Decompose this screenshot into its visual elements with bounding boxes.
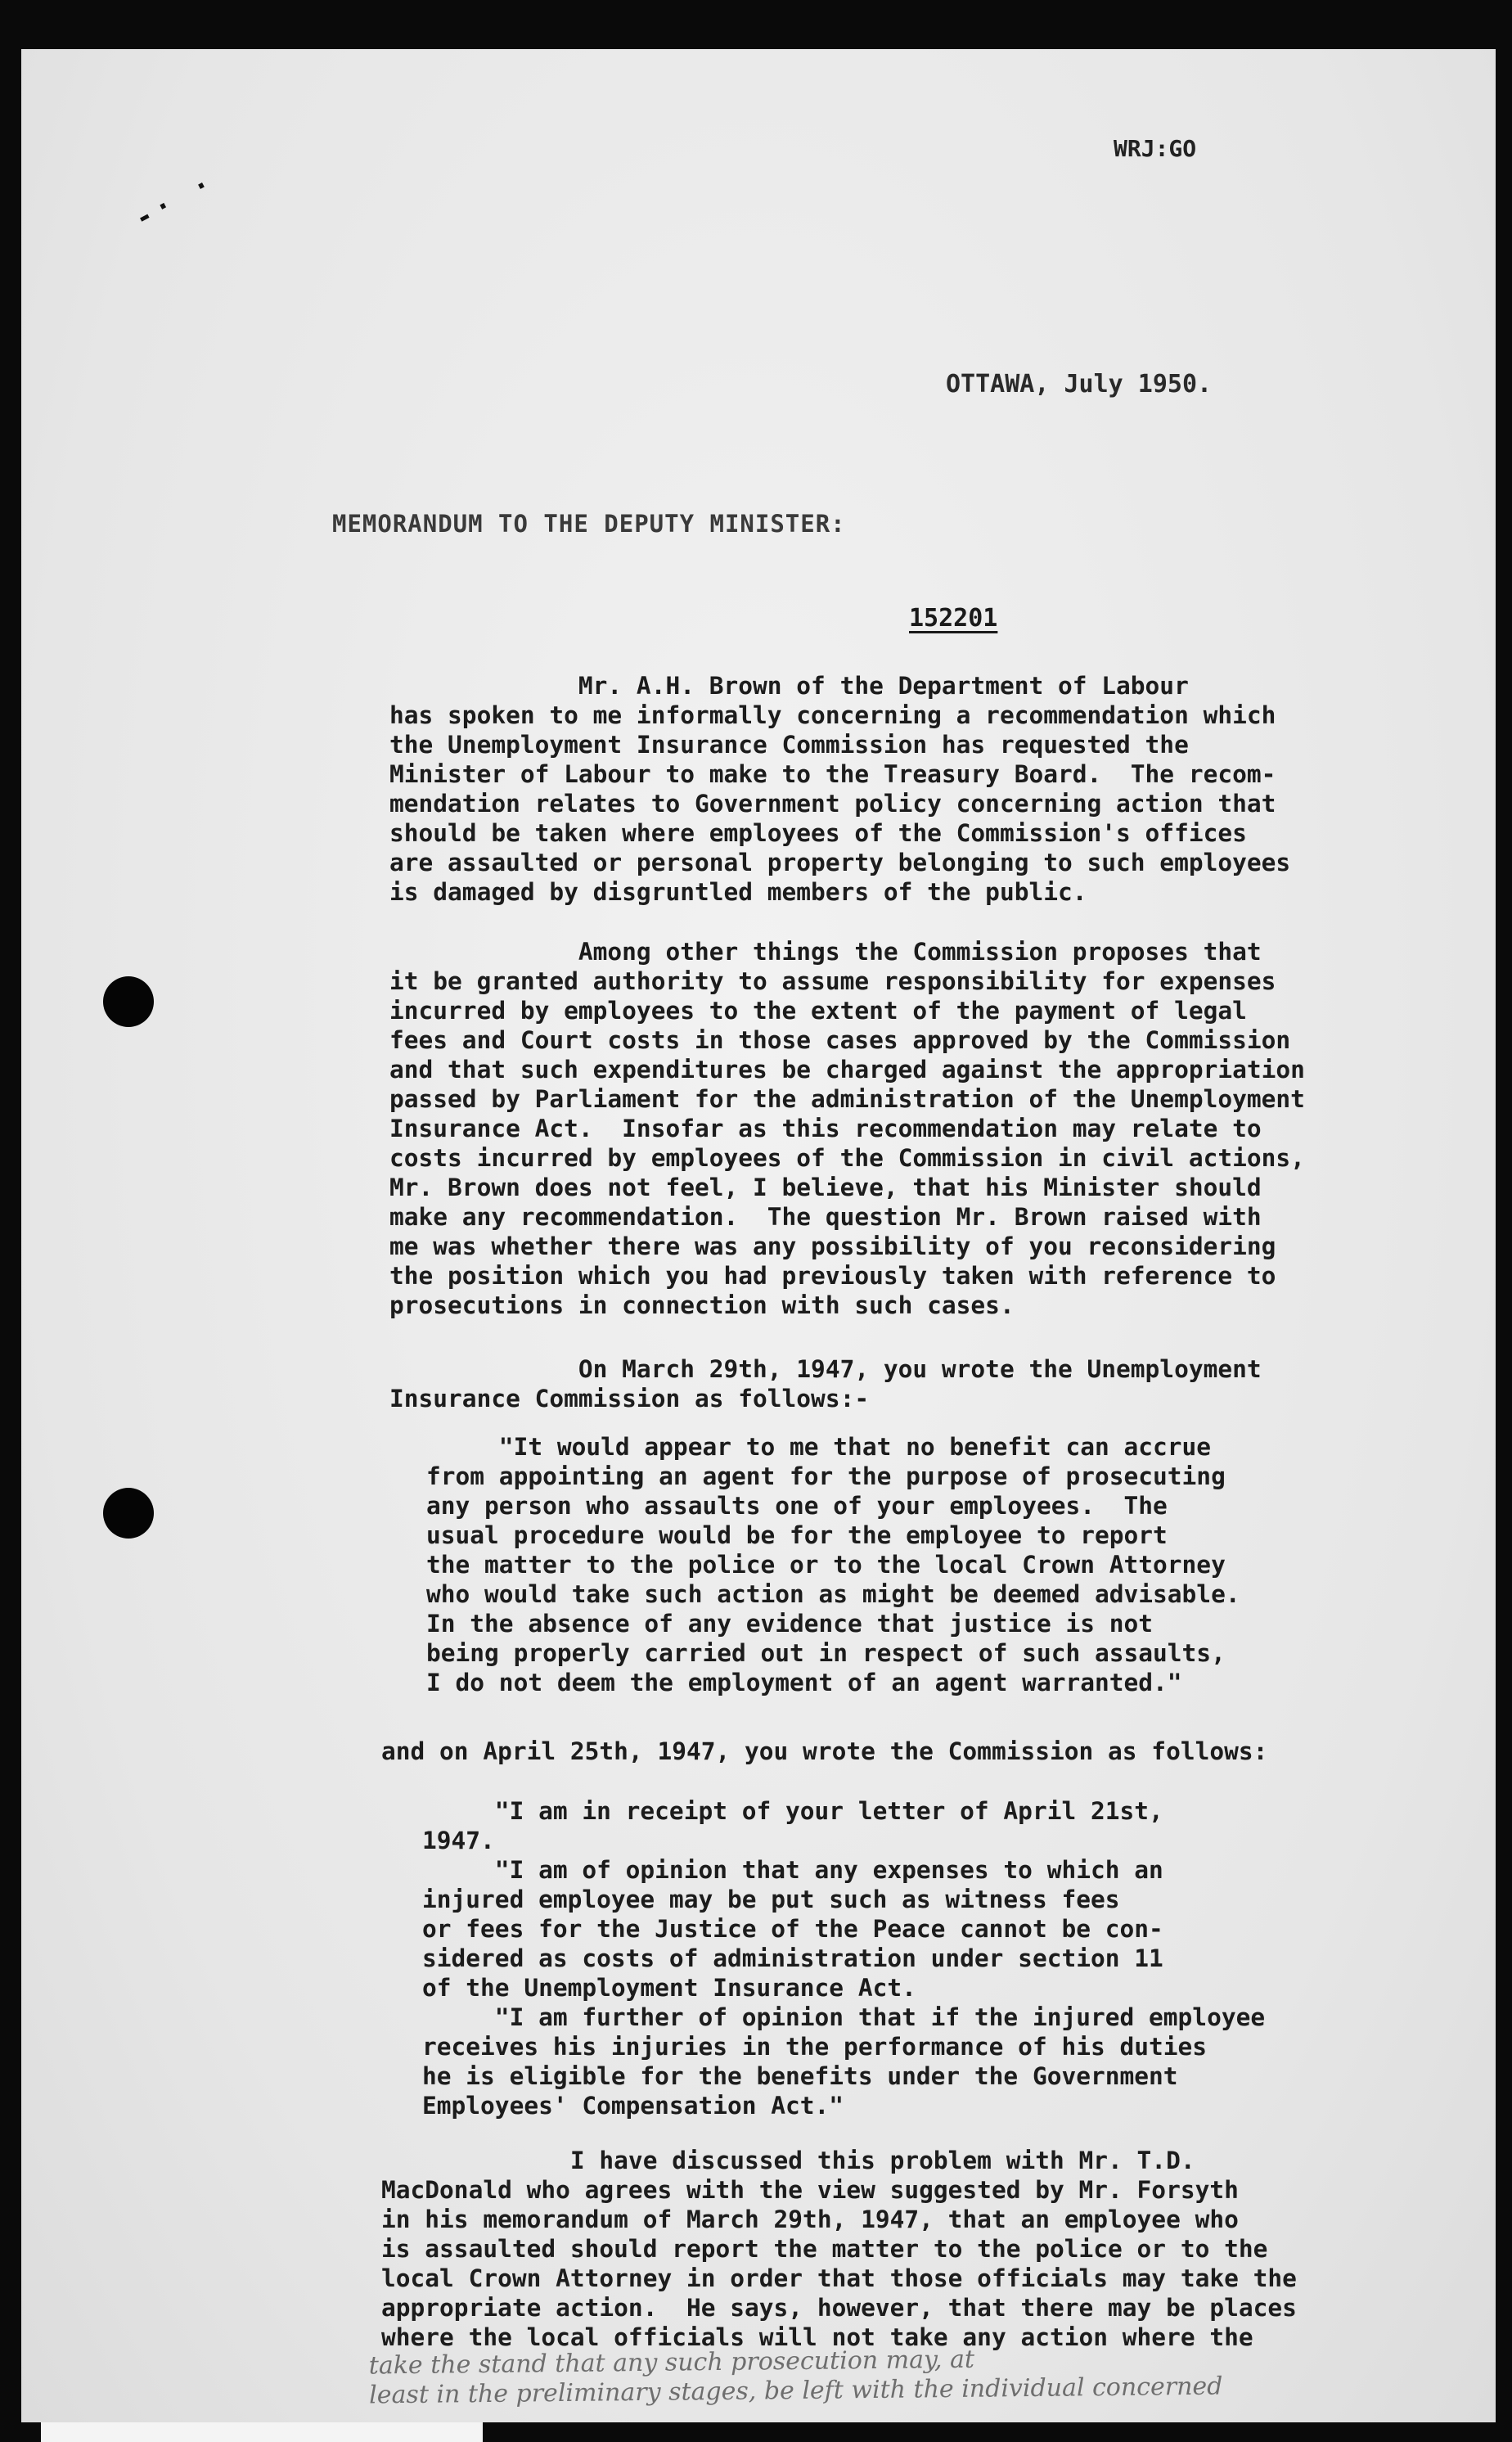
memo-heading: MEMORANDUM TO THE DEPUTY MINISTER: (332, 510, 846, 538)
punch-hole-top (103, 976, 154, 1027)
place-date: OTTAWA, July 1950. (946, 370, 1213, 399)
quote-2: "I am in receipt of your letter of April 21st, 1947. "I am of opinion that any expenses to which an injured employee may be put such as witness fees or fees for the Justice of the Peace cannot be con- sidered as costs of administration under section 11 of the Unemployment Insurance Act. "I am further of opinion that if the injured employee receives his injuries in the performance of his duties he is eligible for the benefits under the Government Employees' Compensation Act." (422, 1797, 1266, 2120)
paragraph-3: On March 29th, 1947, you wrote the Unemployment Insurance Commission as follows:- (389, 1355, 1262, 1412)
document-page (21, 49, 1496, 2422)
punch-hole-bottom (103, 1488, 154, 1539)
stray-marks: -· · (128, 165, 222, 236)
paragraph-1: Mr. A.H. Brown of the Department of Labour has spoken to me informally concerning a recommendation which the Unemployment Insurance Commission has requested the Minister of Labour to make to the Treasury Board. The recom- mendation relates to Government policy concerning action that should be taken where employees of the Commission's offices are assaulted or personal property belonging to such employees is damaged by disgruntled members of the public. (389, 672, 1291, 906)
file-number: 152201 (909, 604, 998, 633)
paragraph-4: and on April 25th, 1947, you wrote the Commission as follows: (381, 1737, 1268, 1765)
film-edge-strip (41, 2422, 483, 2442)
handwritten-note: take the stand that any such prosecution may, at least in the preliminary stages, be left with the individual concerned (368, 2345, 1223, 2410)
quote-1: "It would appear to me that no benefit can accrue from appointing an agent for the purpose of prosecuting any person who assaults one of your employees. The usual procedure would be for the employee to report the matter to the police or to the local Crown Attorney who would take such action as might be deemed advisable. In the absence of any evidence that justice is not being properly carried out in respect of such assaults, I do not deem the employment of an agent warranted." (426, 1433, 1240, 1696)
reference-initials: WRJ:GO (1114, 135, 1197, 162)
paragraph-5: I have discussed this problem with Mr. T.D. MacDonald who agrees with the view suggested by Mr. Forsyth in his memorandum of March 29th, 1947, that an employee who is assaulted should report the matter to the police or to the local Crown Attorney in order that those officials may take the appropriate action. He says, however, that there may be places where the local officials will not take any action where the (381, 2147, 1297, 2351)
paragraph-2: Among other things the Commission proposes that it be granted authority to assume responsibility for expenses incurred by employees to the extent of the payment of legal fees and Court costs in those cases approved by the Commission and that such expenditures be charged against the appropriation passed by Parliament for the administration of the Unemployment Insurance Act. Insofar as this recommendation may relate to costs incurred by employees of the Commission in civil actions, Mr. Brown does not feel, I believe, that his Minister should make any recommendation. The question Mr. Brown raised with me was whether there was any possibility of you reconsidering the position which you had previously taken with reference to prosecutions in connection with such cases. (389, 938, 1305, 1319)
